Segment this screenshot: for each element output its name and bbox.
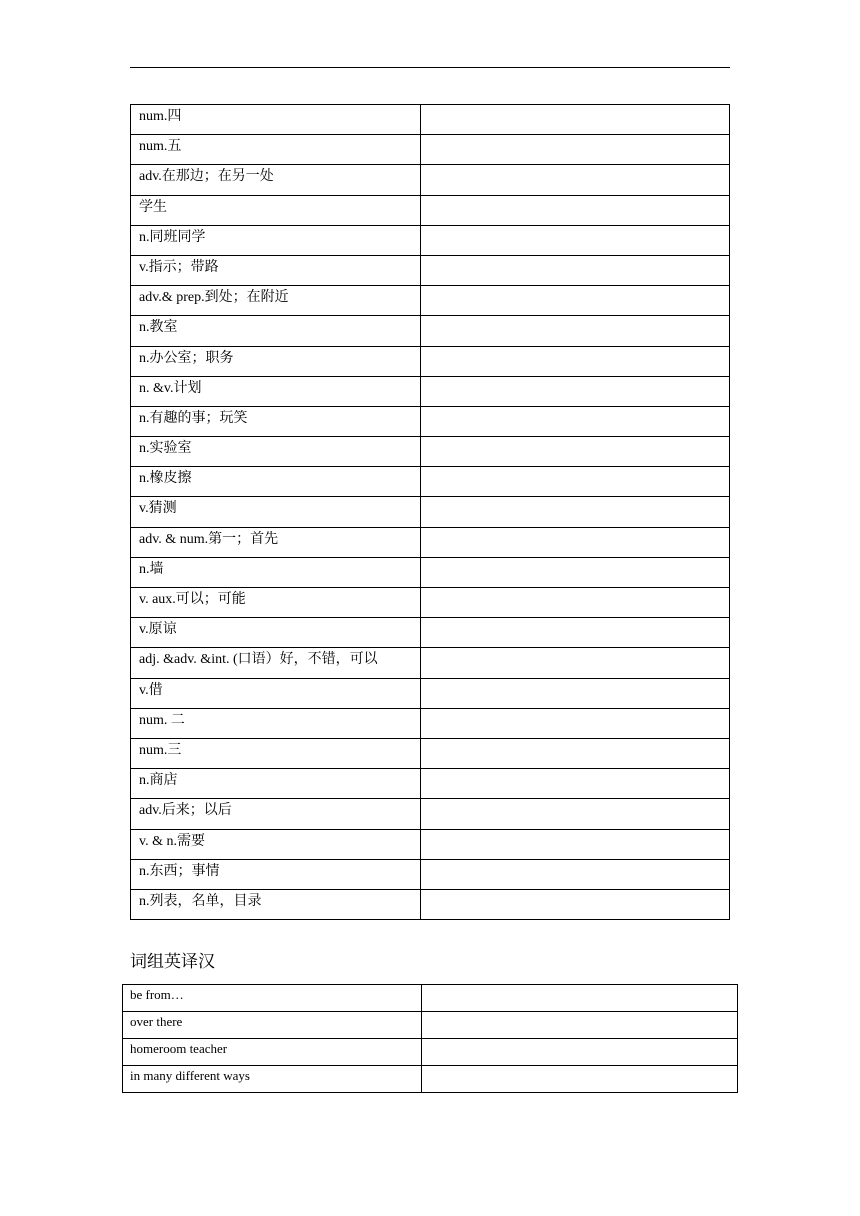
vocab-prompt-cell: n.商店: [131, 769, 421, 799]
vocab-prompt-cell: adv.后来；以后: [131, 799, 421, 829]
vocab-prompt-cell: v. aux.可以；可能: [131, 588, 421, 618]
vocab-prompt-cell: n.有趣的事；玩笑: [131, 406, 421, 436]
table-row: [131, 286, 730, 316]
answer-blank-cell[interactable]: [421, 889, 730, 919]
answer-blank-cell[interactable]: [421, 406, 730, 436]
vocab-prompt-cell: n.办公室；职务: [131, 346, 421, 376]
vocab-prompt-cell: num.三: [131, 738, 421, 768]
answer-blank-cell[interactable]: [421, 799, 730, 829]
table-row: [131, 346, 730, 376]
table-row: [131, 678, 730, 708]
table-row: [131, 255, 730, 285]
table-row: [131, 829, 730, 859]
vocab-prompt-cell: v.指示；带路: [131, 255, 421, 285]
vocab-prompt-cell: n.同班同学: [131, 225, 421, 255]
table-row: [131, 165, 730, 195]
answer-blank-cell[interactable]: [421, 316, 730, 346]
vocab-prompt-cell: adv. & num.第一；首先: [131, 527, 421, 557]
vocab-prompt-cell: n.实验室: [131, 437, 421, 467]
table-row: [131, 618, 730, 648]
table-row: [131, 708, 730, 738]
vocab-prompt-cell: num.四: [131, 105, 421, 135]
table-row: [131, 225, 730, 255]
vocab-prompt-cell: n.橡皮擦: [131, 467, 421, 497]
table-row: [131, 467, 730, 497]
vocab-prompt-cell: num. 二: [131, 708, 421, 738]
answer-blank-cell[interactable]: [422, 985, 738, 1012]
vocab-prompt-cell: adj. &adv. &int. (口语）好，不错，可以: [131, 648, 421, 678]
vocab-prompt-cell: num.五: [131, 135, 421, 165]
table-row: [131, 195, 730, 225]
answer-blank-cell[interactable]: [421, 165, 730, 195]
answer-blank-cell[interactable]: [421, 859, 730, 889]
answer-blank-cell[interactable]: [422, 1039, 738, 1066]
vocab-prompt-cell: 学生: [131, 195, 421, 225]
answer-blank-cell[interactable]: [421, 527, 730, 557]
answer-blank-cell[interactable]: [421, 618, 730, 648]
answer-blank-cell[interactable]: [421, 255, 730, 285]
answer-blank-cell[interactable]: [421, 467, 730, 497]
answer-blank-cell[interactable]: [421, 588, 730, 618]
table-row: [131, 799, 730, 829]
table-row: [131, 406, 730, 436]
phrase-prompt-cell: homeroom teacher: [123, 1039, 422, 1066]
vocab-prompt-cell: v.原谅: [131, 618, 421, 648]
answer-blank-cell[interactable]: [421, 497, 730, 527]
answer-blank-cell[interactable]: [421, 105, 730, 135]
answer-blank-cell[interactable]: [421, 829, 730, 859]
answer-blank-cell[interactable]: [421, 346, 730, 376]
answer-blank-cell[interactable]: [421, 437, 730, 467]
vocab-prompt-cell: v.猜测: [131, 497, 421, 527]
answer-blank-cell[interactable]: [421, 708, 730, 738]
answer-blank-cell[interactable]: [421, 286, 730, 316]
answer-blank-cell[interactable]: [422, 1012, 738, 1039]
phrase-section-heading: 词组英译汉: [130, 952, 215, 972]
table-row: [131, 557, 730, 587]
table-row: [123, 985, 738, 1012]
phrase-prompt-cell: in many different ways: [123, 1066, 422, 1093]
answer-blank-cell[interactable]: [421, 769, 730, 799]
answer-blank-cell[interactable]: [421, 225, 730, 255]
vocab-prompt-cell: n. &v.计划: [131, 376, 421, 406]
answer-blank-cell[interactable]: [421, 195, 730, 225]
table-row: [131, 588, 730, 618]
vocab-prompt-cell: n.列表，名单，目录: [131, 889, 421, 919]
answer-blank-cell[interactable]: [421, 678, 730, 708]
vocab-prompt-cell: v. & n.需要: [131, 829, 421, 859]
phrase-prompt-cell: be from…: [123, 985, 422, 1012]
table-row: [131, 527, 730, 557]
table-row: [131, 889, 730, 919]
table-row: [131, 648, 730, 678]
table-row: [131, 105, 730, 135]
table-row: [123, 1066, 738, 1093]
table-row: [131, 437, 730, 467]
table-row: [131, 769, 730, 799]
table-row: [131, 859, 730, 889]
table-row: [131, 316, 730, 346]
vocab-prompt-cell: n.墙: [131, 557, 421, 587]
header-rule: [130, 67, 730, 68]
answer-blank-cell[interactable]: [421, 557, 730, 587]
vocab-prompt-cell: v.借: [131, 678, 421, 708]
vocab-prompt-cell: n.教室: [131, 316, 421, 346]
answer-blank-cell[interactable]: [421, 135, 730, 165]
table-row: [123, 1039, 738, 1066]
vocab-prompt-cell: adv.在那边；在另一处: [131, 165, 421, 195]
vocab-prompt-cell: n.东西；事情: [131, 859, 421, 889]
table-row: [131, 497, 730, 527]
answer-blank-cell[interactable]: [422, 1066, 738, 1093]
vocab-prompt-cell: adv.& prep.到处；在附近: [131, 286, 421, 316]
table-row: [123, 1012, 738, 1039]
table-row: [131, 135, 730, 165]
answer-blank-cell[interactable]: [421, 376, 730, 406]
table-row: [131, 376, 730, 406]
table-row: [131, 738, 730, 768]
phrase-prompt-cell: over there: [123, 1012, 422, 1039]
answer-blank-cell[interactable]: [421, 648, 730, 678]
vocabulary-table: [130, 104, 730, 920]
phrase-table: [122, 984, 738, 1093]
answer-blank-cell[interactable]: [421, 738, 730, 768]
